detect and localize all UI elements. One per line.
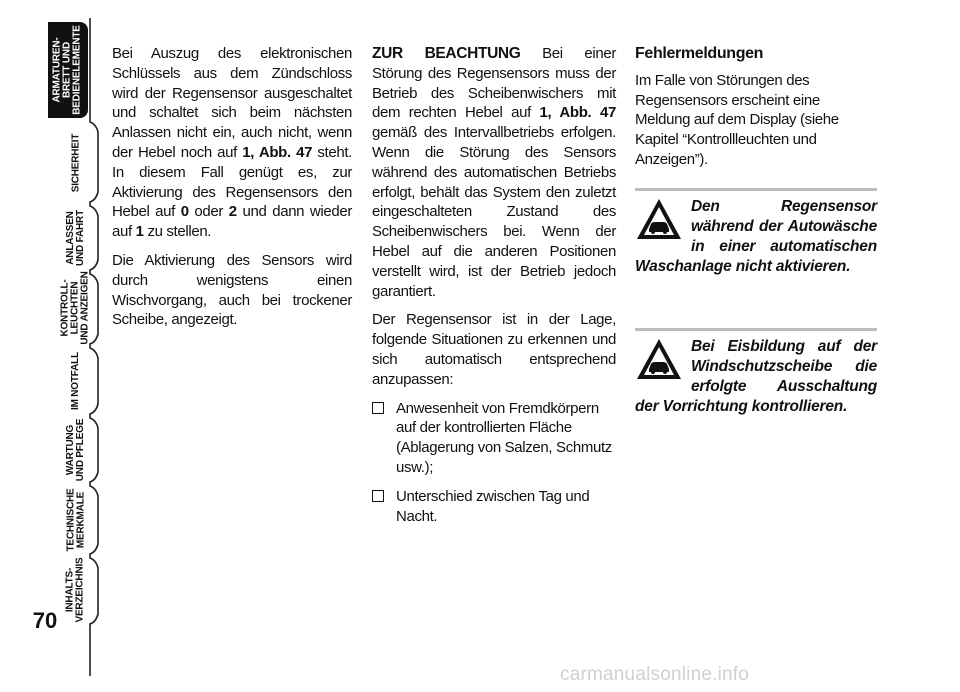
bullet-list — [372, 399, 616, 527]
list-item — [372, 399, 616, 478]
tab-label: KONTROLL- LEUCHTEN UND ANZEIGEN — [60, 271, 91, 345]
tab-label: IM NOTFALL — [70, 352, 81, 410]
tab-label: INHALTS- VERZEICHNIS — [65, 557, 87, 623]
warning-text: Bei Eisbildung auf der Windschutzscheibe die erfolgte Ausschaltung der Vorrichtung kontrollieren. — [635, 338, 877, 415]
text: zu stellen. — [143, 223, 212, 241]
section-heading: Fehlermeldungen — [635, 45, 764, 62]
warning-text: Den Regensensor während der Autowäsche in einer automatischen Waschanlage nicht aktivieren. — [635, 198, 877, 275]
text: Bei Auszug des elektronischen Schlüssels aus dem Zündschloss wird der Regensensor ausgeschaltet und schaltet sich beim nächsten Anlassen nicht ein, auch nicht, wenn der Hebel noch auf — [112, 45, 352, 161]
paragraph — [112, 44, 352, 242]
note-paragraph — [372, 44, 616, 301]
text: steht. In diesem Fall genügt es, zur Aktivierung des Regensensors den Hebel auf — [112, 143, 352, 221]
warning-triangle-car-icon — [635, 197, 683, 241]
checkbox-bullet-icon — [372, 402, 384, 414]
lever-position: 1 — [135, 223, 144, 241]
lever-position: 2 — [228, 203, 237, 221]
tab-label: WARTUNG UND PFLEGE — [65, 418, 87, 482]
list-item — [372, 487, 616, 527]
tab-wartung[interactable] — [56, 420, 96, 480]
tab-kontrollleuchten[interactable] — [56, 271, 96, 345]
figure-reference: 1, Abb. 47 — [539, 104, 616, 122]
tab-im-notfall[interactable] — [56, 350, 96, 412]
tab-sicherheit[interactable] — [56, 130, 96, 196]
text: gemäß des Intervallbetriebs erfolgen. Wenn die Störung des Sensors während des automatischen Betriebs erfolgt, behält das System den zuletzt eingeschalteten Zustand des Scheibenwischers bei. Wenn der Hebel auf die anderen Positionen verstellt wird, ist der Betrieb jedoch garantiert. — [372, 124, 616, 300]
tab-label: ANLASSEN UND FAHRT — [65, 210, 87, 266]
checkbox-bullet-icon — [372, 490, 384, 502]
list-item-text: Anwesenheit von Fremdkörpern auf der kontrollierten Fläche (Ablagerung von Salzen, Schmutz usw.); — [396, 399, 612, 476]
text: Bei einer Störung des Regensensors muss der Betrieb des Scheibenwischers mit dem rechten Hebel auf — [372, 45, 616, 122]
tab-label: ARMATUREN- BRETT UND BEDIENELEMENTE — [52, 25, 83, 115]
note-label: ZUR BEACHTUNG — [372, 45, 521, 62]
warning-box-1 — [635, 188, 877, 277]
page-number: 70 — [32, 608, 58, 633]
warning-box-2 — [635, 328, 877, 417]
tab-label: TECHNISCHE MERKMALE — [65, 488, 87, 552]
text: und dann wieder auf — [112, 203, 352, 241]
chapter-sidebar — [0, 0, 100, 692]
tab-label: SICHERHEIT — [70, 133, 81, 193]
column-2 — [372, 44, 616, 535]
watermark: carmanualsonline.info — [560, 664, 750, 685]
tab-armaturenbrett[interactable] — [48, 22, 88, 118]
column-3 — [635, 44, 877, 179]
warning-triangle-car-icon — [635, 337, 683, 381]
column-1 — [112, 44, 352, 339]
tab-anlassen[interactable] — [56, 208, 96, 268]
lever-position: 0 — [180, 203, 189, 221]
figure-reference: 1, Abb. 47 — [242, 143, 313, 161]
paragraph: Die Aktivierung des Sensors wird durch wenigstens einen Wischvorgang, auch bei trockener Scheibe, angezeigt. — [112, 251, 352, 329]
list-item-text: Unterschied zwischen Tag und Nacht. — [396, 487, 590, 525]
text: oder — [188, 203, 229, 221]
paragraph: Im Falle von Störungen des Regensensors erscheint eine Meldung auf dem Display (siehe Kapitel “Kontrollleuchten und Anzeigen”). — [635, 71, 839, 168]
tab-technische-merkmale[interactable] — [56, 490, 96, 550]
paragraph: Der Regensensor ist in der Lage, folgende Situationen zu erkennen und sich automatisch entsprechend anzupassen: — [372, 311, 616, 388]
